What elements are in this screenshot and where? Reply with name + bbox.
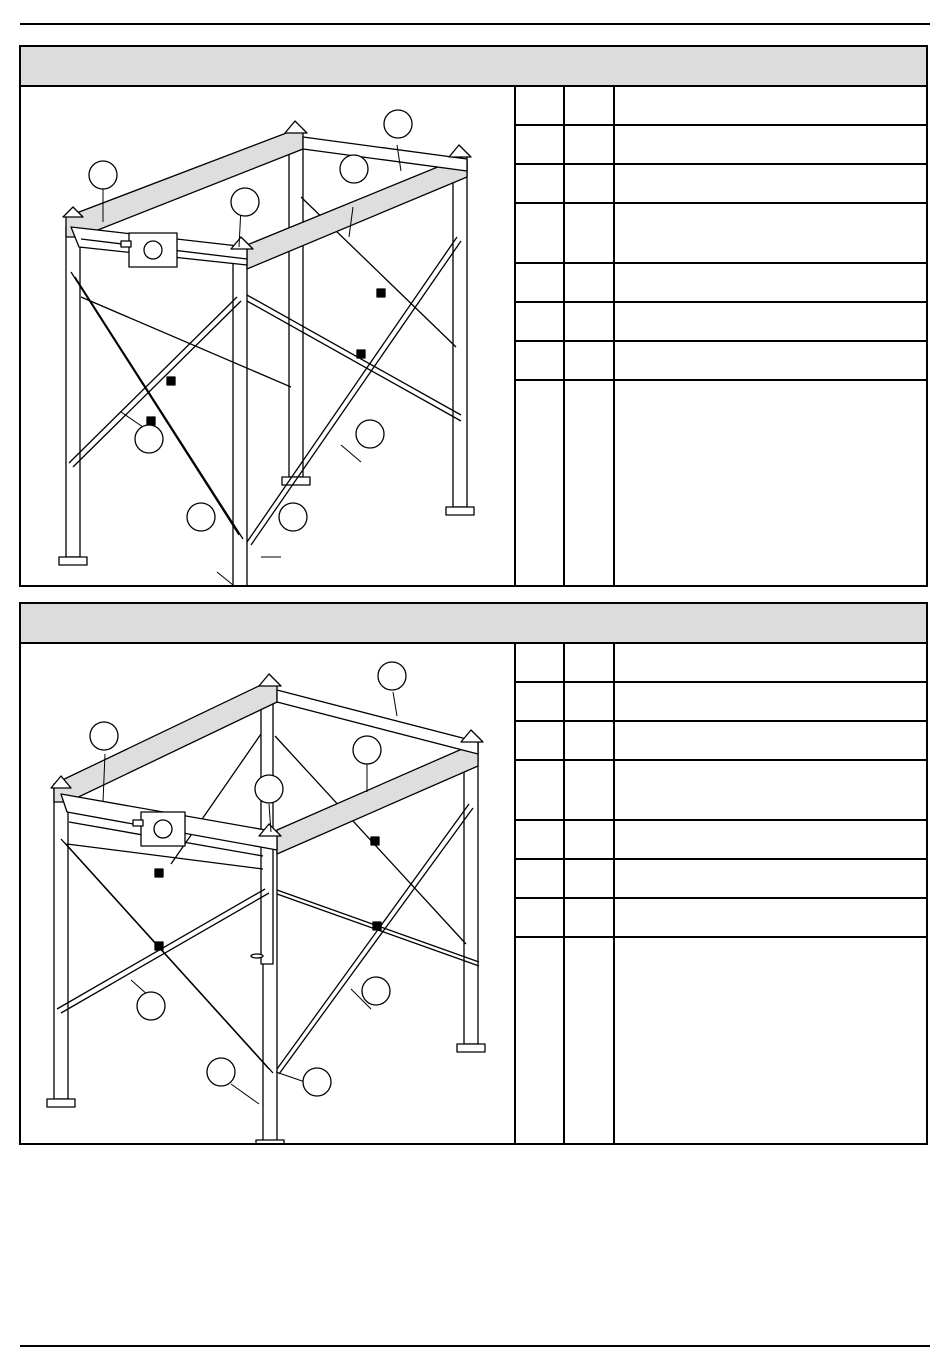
parts-notes <box>516 381 926 585</box>
top-beam-back <box>303 137 467 171</box>
callout-bubble <box>362 977 390 1005</box>
table-row <box>516 821 926 860</box>
quantity <box>572 821 608 858</box>
callout-bubble <box>89 161 117 189</box>
item-number <box>522 761 558 819</box>
table-row <box>516 761 926 821</box>
callout-bubble <box>137 992 165 1020</box>
table-row <box>516 683 926 722</box>
base-plate <box>256 1140 284 1143</box>
leg-back-right <box>453 162 467 507</box>
callout-bubble <box>378 662 406 690</box>
table-row <box>516 126 926 165</box>
callout-bubbles <box>90 662 406 1096</box>
panel-2-drawing <box>21 644 514 1143</box>
item-number <box>522 165 558 202</box>
panel-1-drawing <box>21 87 514 585</box>
callout-bubble <box>353 736 381 764</box>
description <box>622 683 920 720</box>
quantity <box>572 860 608 897</box>
table-row <box>516 87 926 126</box>
table-row <box>516 303 926 342</box>
item-number <box>522 722 558 759</box>
quantity <box>572 342 608 379</box>
table-row <box>516 264 926 303</box>
callout-bubble <box>231 188 259 216</box>
bottom-rule <box>20 1345 930 1347</box>
description <box>622 644 920 681</box>
panel-2-title <box>21 604 926 644</box>
parts-notes <box>516 938 926 1143</box>
description <box>622 87 920 124</box>
item-number <box>522 264 558 301</box>
description <box>622 342 920 379</box>
description <box>622 761 920 819</box>
item-number <box>522 204 558 262</box>
description <box>622 899 920 936</box>
item-number <box>522 87 558 124</box>
quantity <box>572 644 608 681</box>
callout-bubble <box>135 425 163 453</box>
brace <box>251 241 461 545</box>
quantity <box>572 303 608 340</box>
description <box>622 821 920 858</box>
top-rule <box>20 23 930 25</box>
panel-1 <box>19 45 928 587</box>
brace <box>61 893 269 1013</box>
item-number <box>522 303 558 340</box>
top-beam-left <box>54 684 277 802</box>
table-row <box>516 860 926 899</box>
item-number <box>522 899 558 936</box>
brace <box>65 843 273 1073</box>
table-row <box>516 722 926 761</box>
base-plate <box>446 507 474 515</box>
brace <box>81 297 291 387</box>
item-number <box>522 644 558 681</box>
callout-bubble <box>303 1068 331 1096</box>
panel-1-parts-table <box>514 87 926 585</box>
panel-2-parts-table <box>514 644 926 1143</box>
brace <box>67 844 263 869</box>
description <box>622 722 920 759</box>
table-row <box>516 644 926 683</box>
table-row <box>516 899 926 938</box>
callout-bubble <box>340 155 368 183</box>
quantity <box>572 204 608 262</box>
brace <box>279 808 473 1074</box>
quantity <box>572 87 608 124</box>
callout-bubble <box>255 775 283 803</box>
quantity <box>572 264 608 301</box>
item-number <box>522 126 558 163</box>
brace <box>71 272 239 535</box>
frame-assembly-drawing-1 <box>21 87 514 585</box>
panel-2 <box>19 602 928 1145</box>
quantity <box>572 899 608 936</box>
description <box>622 165 920 202</box>
quantity <box>572 126 608 163</box>
table-row <box>516 204 926 264</box>
leg-back-center <box>289 137 303 477</box>
table-row <box>516 342 926 381</box>
callout-bubble <box>207 1058 235 1086</box>
callout-bubble <box>187 503 215 531</box>
item-number <box>522 821 558 858</box>
callout-bubble <box>90 722 118 750</box>
item-number <box>522 683 558 720</box>
callout-bubble <box>384 110 412 138</box>
description <box>622 303 920 340</box>
callout-bubble <box>279 503 307 531</box>
table-row <box>516 165 926 204</box>
description <box>622 204 920 262</box>
item-number <box>522 342 558 379</box>
brace <box>247 301 461 421</box>
quantity <box>572 683 608 720</box>
quantity <box>572 722 608 759</box>
leg-front-left <box>66 227 80 557</box>
base-plate <box>59 557 87 565</box>
leg-back-right <box>464 739 478 1044</box>
base-plate <box>47 1099 75 1107</box>
description <box>622 264 920 301</box>
description <box>622 126 920 163</box>
frame-assembly-drawing-2 <box>21 644 514 1143</box>
brace <box>247 237 457 542</box>
leg-front-left <box>54 789 68 1099</box>
base-plate <box>457 1044 485 1052</box>
item-number <box>522 860 558 897</box>
description <box>622 860 920 897</box>
quantity <box>572 761 608 819</box>
quantity <box>572 165 608 202</box>
callout-bubble <box>356 420 384 448</box>
panel-1-title <box>21 47 926 87</box>
